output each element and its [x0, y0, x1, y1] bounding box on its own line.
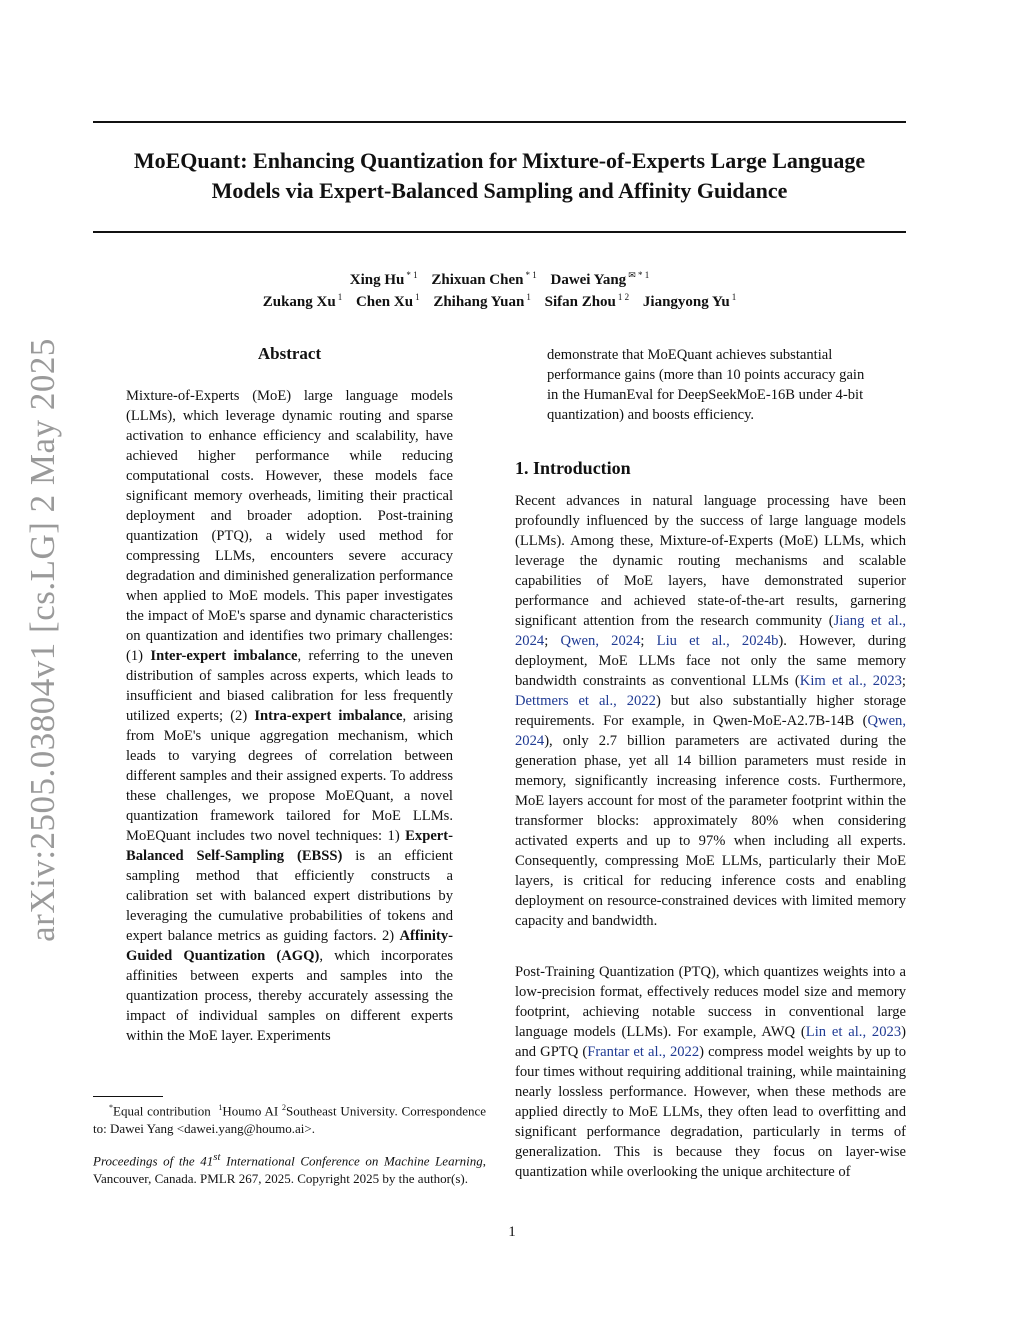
author: Zhixuan Chen $^{* 1}$ [431, 270, 537, 288]
abstract-body: Mixture-of-Experts (MoE) large language models (LLMs), which leverage dynamic routing and sparse activation to enhance efficiency and scalability, have achieved higher performance while reducing computational costs. However, these models face significant memory overheads, limiting their practical deployment and broader adoption. Post-training quantization (PTQ), a widely used method for compressing LLMs, encounters severe accuracy degradation and diminished generalization performance when applied to MoE models. This paper investigates the impact of MoE's sparse and dynamic characteristics on quantization and identifies two primary challenges: (1) Inter-expert imbalance, referring to the uneven distribution of samples across experts, which leads to insufficient and biased calibration for less frequently utilized experts; (2) Intra-expert imbalance, arising from MoE's unique aggregation mechanism, which leads to varying degrees of correlation between different samples and their assigned experts. To address these challenges, we propose MoEQuant, a novel quantization framework tailored for MoE LLMs. MoEQuant includes two novel techniques: 1) Expert-Balanced Self-Sampling (EBSS) is an efficient sampling method that efficiently constructs a calibration set with balanced expert distributions by leveraging the cumulative probabilities of tokens and expert balance metrics as guiding factors. 2) Affinity-Guided Quantization (AGQ), which incorporates affinities between experts and samples into the quantization process, thereby accurately assessing the impact of individual samples on different experts within the MoE layer. Experiments [126, 388, 453, 1044]
citation-link[interactable]: Lin et al., 2023 [805, 1024, 902, 1040]
abstract-heading: Abstract [257, 344, 322, 363]
author: Xing Hu $^{* 1}$ [349, 270, 418, 288]
section-heading-introduction: 1. Introduction [515, 458, 631, 478]
term-intra-expert: Intra-expert imbalance [254, 708, 403, 724]
page-number: 1 [508, 1224, 516, 1240]
paper-title-line-2: Models via Expert-Balanced Sampling and Affinity Guidance [211, 178, 788, 203]
intro-paragraph-1: Recent advances in natural language processing have been profoundly influenced by the success of large language models (LLMs). Among these, Mixture-of-Experts (MoE) LLMs, which leverage the dynamic routing mechanisms and scalable capabilities of MoE layers, have demonstrated superior performance and achieved state-of-the-art results, garnering significant attention from the research community (Jiang et al., 2024; Qwen, 2024; Liu et al., 2024b). However, during deployment, MoE LLMs face not only the same memory bandwidth constraints as conventional LLMs (Kim et al., 2023; Dettmers et al., 2022) but also substantially higher storage requirements. For example, in Qwen-MoE-A2.7B-14B (Qwen, 2024), only 2.7 billion parameters are activated during the generation phase, yet all 14 billion parameters must reside in memory, significantly increasing inference costs. Furthermore, MoE layers account for most of the parameter footprint within the transformer blocks: approximately 80% when considering activated experts and up to 97% when including all experts. Consequently, compressing MoE LLMs, particularly their MoE layers, is critical for reducing inference costs and enabling deployment on resource-constrained devices with limited memory capacity and bandwidth. [515, 493, 907, 929]
term-ebss: Expert-Balanced Self-Sampling (EBSS) [126, 828, 453, 864]
author-row-2 [93, 287, 906, 312]
citation-link[interactable]: Frantar et al., 2022 [587, 1044, 700, 1060]
paper-title-line-1: MoEQuant: Enhancing Quantization for Mixture-of-Experts Large Language [133, 148, 866, 173]
proceedings-note: Proceedings of the 41st International Conference on Machine Learning, Vancouver, Canada. PMLR 267, 2025. Copyright 2025 by the author(s). [93, 1151, 486, 1187]
author: Zhihang Yuan $^1$ [433, 292, 531, 310]
title-rule-top [93, 121, 906, 123]
citation-link[interactable]: Qwen, 2024 [515, 713, 906, 749]
term-agq: Affinity-Guided Quantization (AGQ) [126, 928, 453, 964]
citation-link[interactable]: Jiang et al., 2024 [515, 613, 906, 649]
arxiv-stamp: arXiv:2505.03804v1 [cs.LG] 2 May 2025 [23, 338, 62, 942]
citation-link[interactable]: Kim et al., 2023 [799, 673, 902, 689]
citation-link[interactable]: Qwen, 2024 [560, 633, 641, 649]
footnote: *Equal contribution $^1$Houmo AI $^2$Southeast University. Correspondence to: Dawei Yang <dawei.yang@houmo.ai>. [93, 1103, 487, 1137]
author: Chen Xu $^1$ [355, 292, 420, 310]
author: Dawei Yang $^{✉ * 1}$ [550, 270, 650, 288]
title-rule-bottom [93, 231, 906, 233]
term-inter-expert: Inter-expert imbalance [150, 648, 298, 664]
footnote-rule [93, 1096, 163, 1097]
author: Jiangyong Yu $^1$ [642, 292, 737, 310]
citation-link[interactable]: Dettmers et al., 2022 [515, 693, 656, 709]
intro-paragraph-2: Post-Training Quantization (PTQ), which quantizes weights into a low-precision format, effectively reduces model size and memory footprint, achieving notable success in conventional large language models (LLMs). For example, AWQ (Lin et al., 2023) and GPTQ (Frantar et al., 2022) compress model weights by up to four times without requiring additional training, while maintaining nearly lossless performance. However, when these methods are applied directly to MoE LLMs, they often lead to overfitting and significant performance degradation, particularly in terms of generalization. This is because they focus on layer-wise quantization while overlooking the unique architecture of [515, 964, 906, 1180]
author: Zukang Xu $^1$ [262, 292, 343, 310]
author: Sifan Zhou $^{1 2}$ [544, 292, 630, 310]
abstract-continuation: demonstrate that MoEQuant achieves substantial performance gains (more than 10 points accuracy gain in the HumanEval for DeepSeekMoE-16B under 4-bit quantization) and boosts efficiency. [547, 347, 865, 423]
citation-link[interactable]: Liu et al., 2024b [656, 633, 779, 649]
